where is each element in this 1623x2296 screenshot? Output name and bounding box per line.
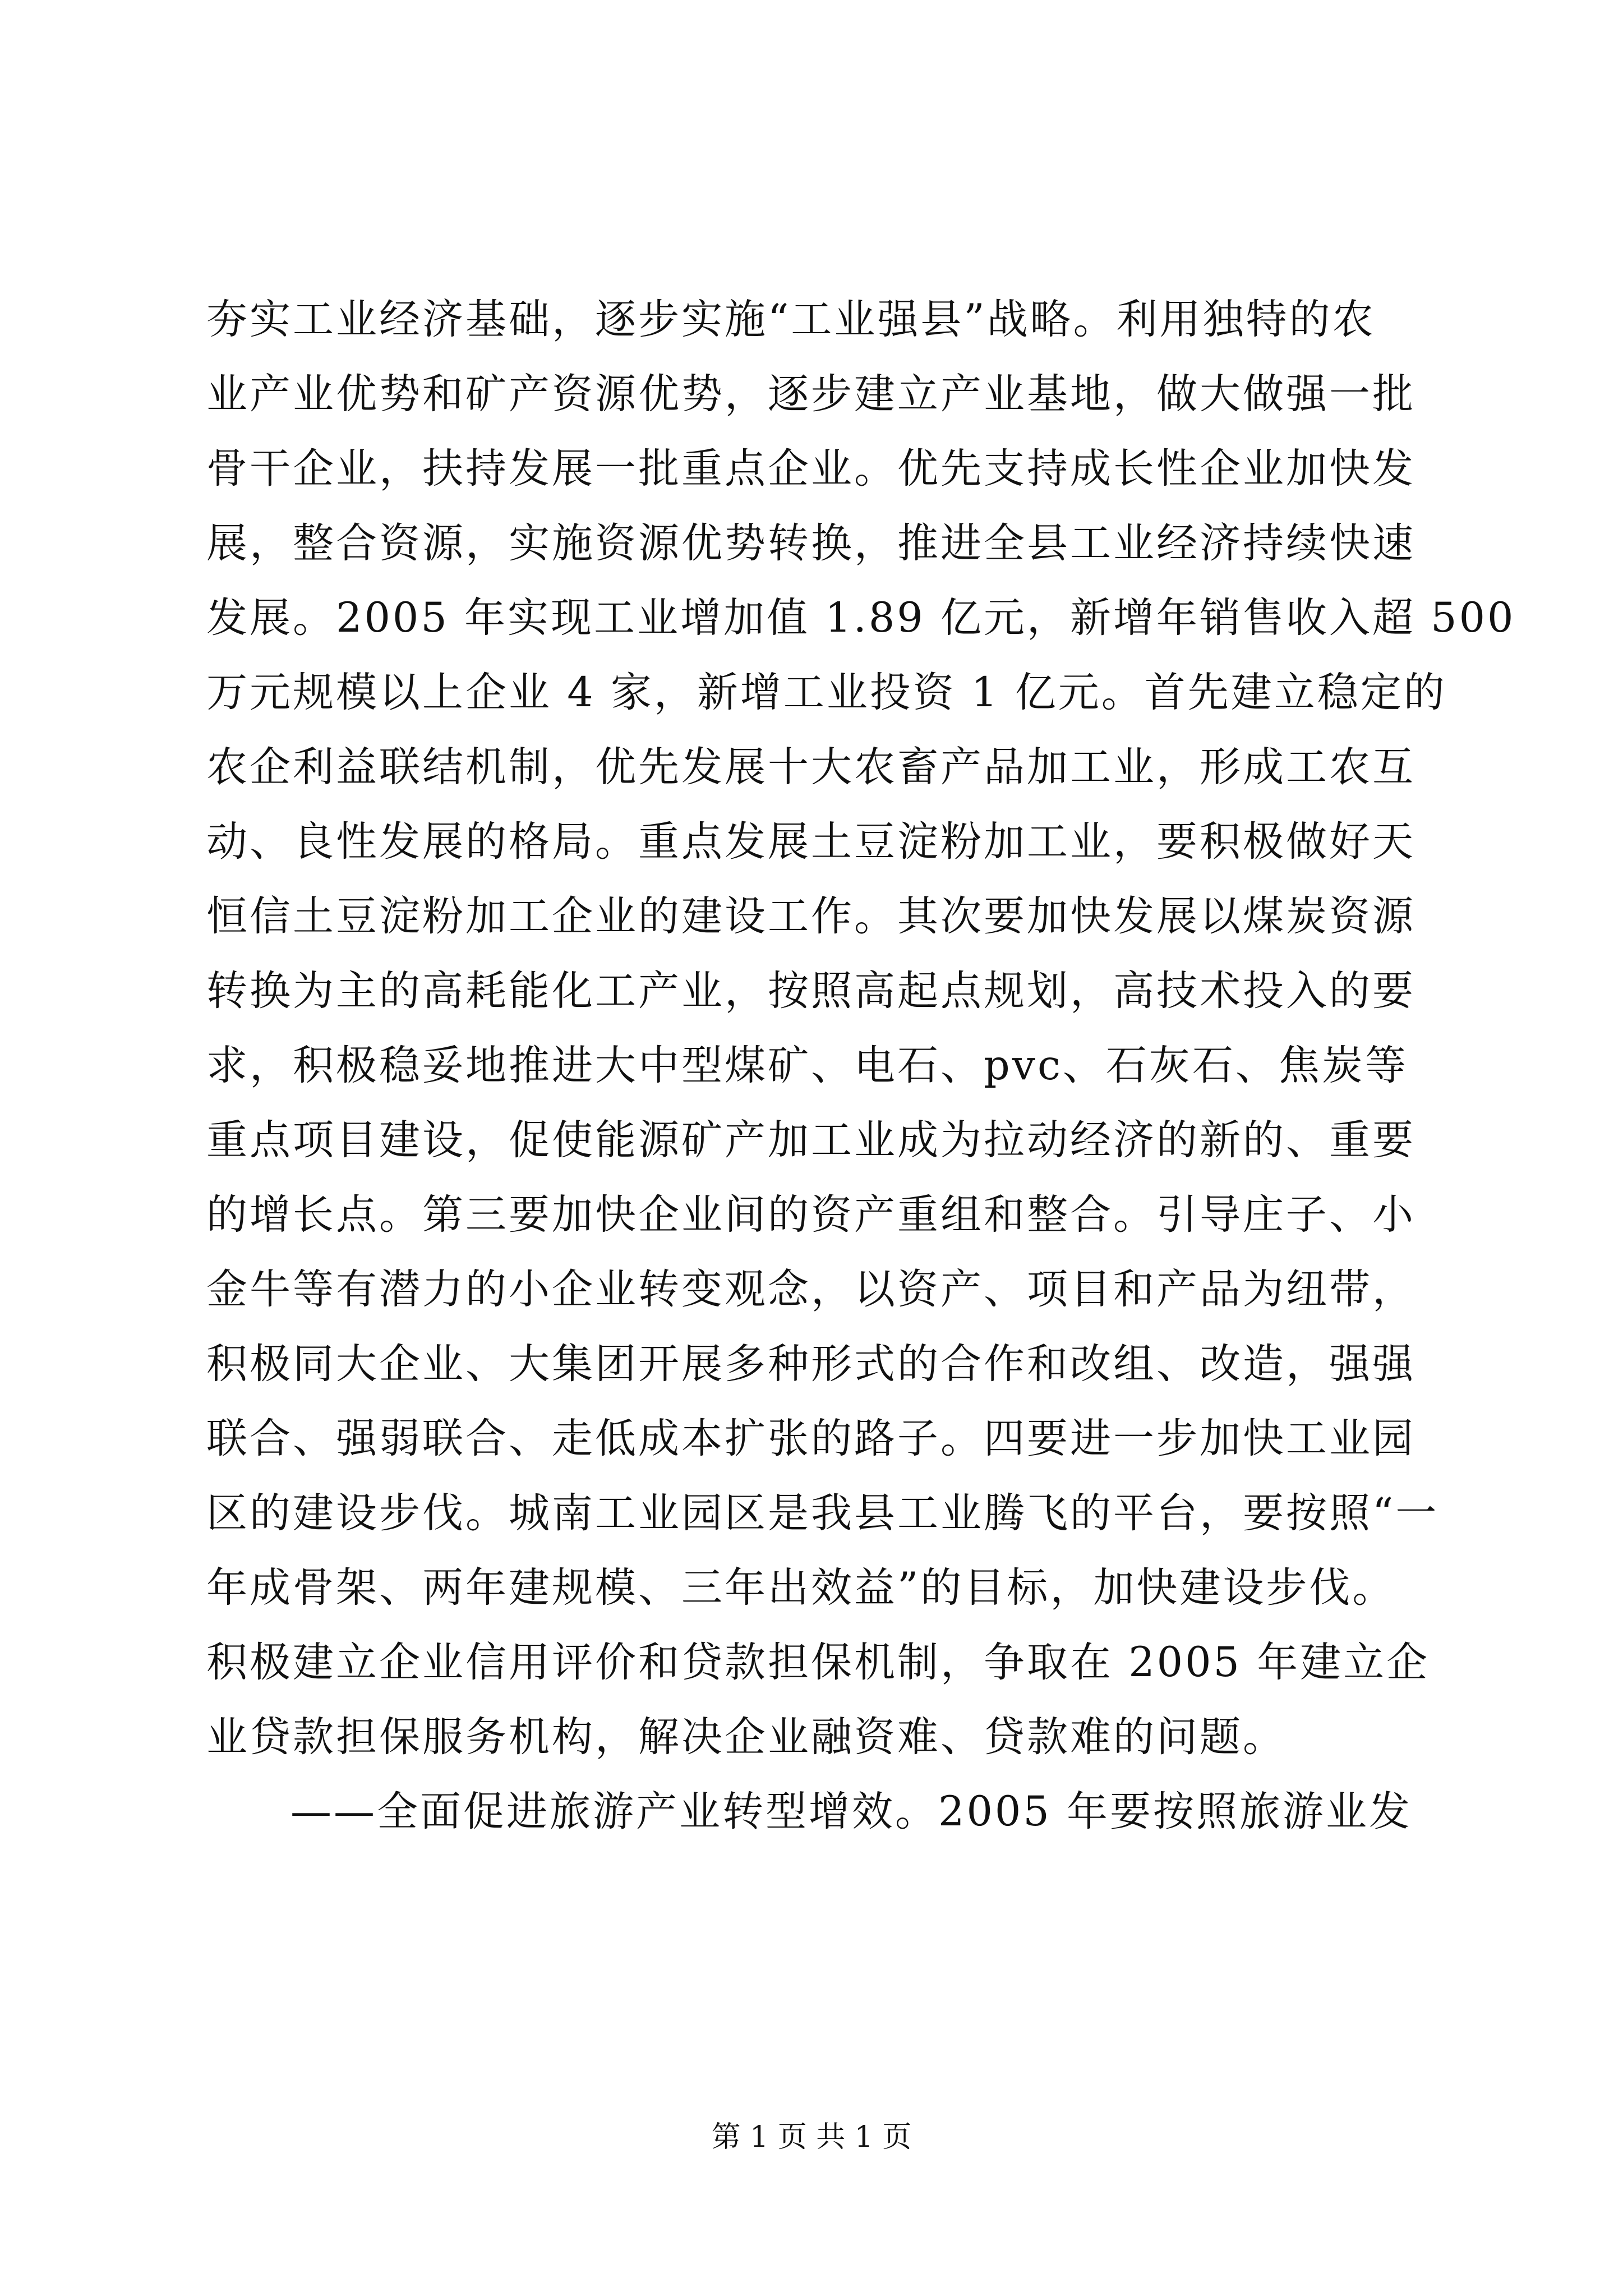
- text-line: 业产业优势和矿产资源优势，逐步建立产业基地，做大做强一批: [206, 370, 1415, 418]
- text-line: 骨干企业，扶持发展一批重点企业。优先支持成长性企业加快发: [206, 445, 1415, 493]
- text-line: 重点项目建设，促使能源矿产加工业成为拉动经济的新的、重要: [206, 1116, 1415, 1164]
- text-line: 求，积极稳妥地推进大中型煤矿、电石、pvc、石灰石、焦炭等: [206, 1042, 1408, 1089]
- text-line: 联合、强弱联合、走低成本扩张的路子。四要进一步加快工业园: [206, 1415, 1415, 1462]
- text-line: 农企利益联结机制，优先发展十大农畜产品加工业，形成工农互: [206, 743, 1415, 791]
- text-line: 的增长点。第三要加快企业间的资产重组和整合。引导庄子、小: [206, 1191, 1415, 1239]
- text-line: 积极同大企业、大集团开展多种形式的合作和改组、改造，强强: [206, 1340, 1415, 1388]
- text-line: 动、良性发展的格局。重点发展土豆淀粉加工业，要积极做好天: [206, 818, 1415, 866]
- text-line: 展，整合资源，实施资源优势转换，推进全县工业经济持续快速: [206, 519, 1415, 567]
- text-line: 年成骨架、两年建规模、三年出效益”的目标，加快建设步伐。: [206, 1564, 1396, 1612]
- text-line: 恒信土豆淀粉加工企业的建设工作。其次要加快发展以煤炭资源: [206, 892, 1415, 940]
- text-line: 发展。2005 年实现工业增加值 1.89 亿元，新增年销售收入超 500: [206, 594, 1516, 642]
- text-line: 夯实工业经济基础，逐步实施“工业强县”战略。利用独特的农: [206, 296, 1376, 343]
- text-line: 积极建立企业信用评价和贷款担保机制，争取在 2005 年建立企: [206, 1639, 1430, 1686]
- text-line: 转换为主的高耗能化工产业，按照高起点规划，高技术投入的要: [206, 967, 1415, 1015]
- page-footer: 第 1 页 共 1 页: [711, 2120, 912, 2154]
- text-line: 万元规模以上企业 4 家，新增工业投资 1 亿元。首先建立稳定的: [206, 669, 1447, 716]
- text-line: 区的建设步伐。城南工业园区是我县工业腾飞的平台，要按照“一: [206, 1489, 1439, 1537]
- text-line: 金牛等有潜力的小企业转变观念，以资产、项目和产品为纽带，: [206, 1266, 1415, 1313]
- text-line: 业贷款担保服务机构，解决企业融资难、贷款难的问题。: [206, 1713, 1286, 1761]
- paragraph-first-line: ——全面促进旅游产业转型增效。2005 年要按照旅游业发: [291, 1788, 1412, 1835]
